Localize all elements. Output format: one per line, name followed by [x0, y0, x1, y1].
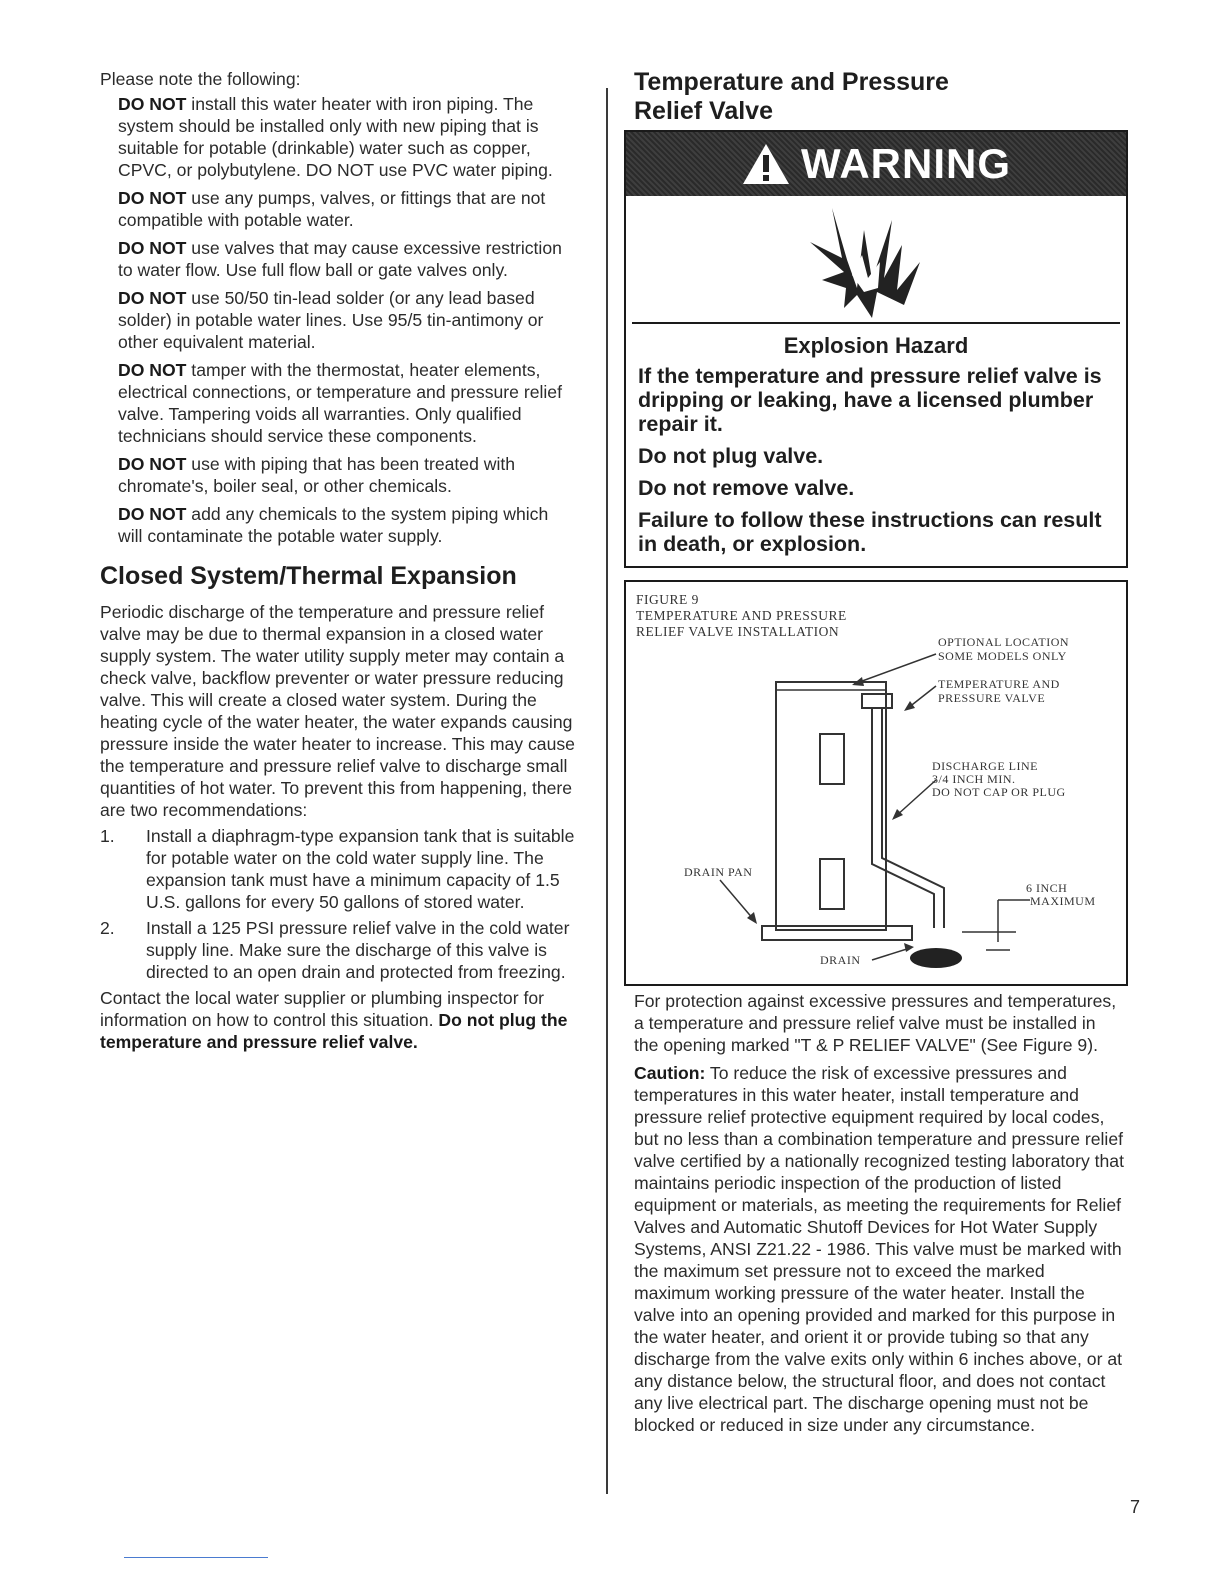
section-title: Closed System/Thermal Expansion — [100, 562, 517, 590]
caution-text: To reduce the risk of excessive pressures and temperatures in this water heater, install temperature and pressure relief protective equipment required by local codes, but no less than a combination temperature and pressure relief valve certified by a nationally recognized testing laboratory that maintains periodic inspection of the production of listed equipment or materials, as meeting the requirements for Relief Valves and Automatic Shutoff Devices for Hot Water Supply Systems, ANSI Z21.22 - 1986. This valve must be marked with the maximum set pressure not to exceed the marked maximum working pressure of the water heater. Install the valve into an opening provided and marked for this purpose in the water heater, and orient it or provide tubing so that any discharge from the valve exits only within 6 inches above, or at any distance below, the structural floor, and does not contact any live electrical part. The discharge opening must not be blocked or reduced in size under any circumstance. — [634, 1063, 1124, 1435]
section-paragraph: Periodic discharge of the temperature and pressure relief valve may be due to thermal expansion in a closed water supply system. The water utility supply meter may contain a check valve, backflow preventer or water pressure reducing valve. This will create a closed water system. During the heating cycle of the water heater, the water expands causing pressure inside the water heater to increase. This may cause the temperature and pressure relief valve to discharge small quantities of hot water. To prevent this from happening, there are two recommendations: — [100, 602, 575, 820]
note-item — [118, 287, 576, 353]
column-divider — [606, 88, 608, 1494]
label-pressure-valve: PRESSURE VALVE — [938, 691, 1046, 705]
intro-text: Please note the following: — [100, 69, 301, 89]
right-column-header — [624, 68, 1128, 126]
label-discharge-line: DISCHARGE LINE — [932, 759, 1038, 773]
note-item — [118, 359, 576, 447]
note-item — [118, 187, 576, 231]
left-column — [100, 68, 576, 1057]
note-text: use with piping that has been treated with chromate's, boiler seal, or other chemicals. — [118, 454, 516, 496]
right-body-text — [634, 990, 1124, 1436]
figure-caption-number: FIGURE 9 — [636, 592, 699, 607]
list-text: Install a diaphragm-type expansion tank that is suitable for potable water on the cold water supply line. The expansion tank must have a minimum capacity of 1.5 U.S. gallons for every 50 gallons of stored water. — [146, 826, 575, 912]
note-text: use any pumps, valves, or fittings that are not compatible with potable water. — [118, 188, 546, 230]
explosion-illustration — [632, 196, 1120, 324]
note-text: add any chemicals to the system piping which will contaminate the potable water supply. — [118, 504, 549, 546]
list-item — [100, 825, 576, 913]
label-drain-pan: DRAIN PAN — [684, 865, 753, 879]
note-lead: DO NOT — [118, 360, 187, 380]
right-title-line-1: Temperature and Pressure — [634, 68, 949, 96]
caution-label: Caution: — [634, 1063, 706, 1083]
label-drain: DRAIN — [820, 953, 861, 967]
warning-triangle-icon — [741, 142, 791, 186]
hazard-title: Explosion Hazard — [783, 333, 969, 358]
list-number: 2. — [100, 918, 115, 938]
closing-text: Contact the local water supplier or plumbing inspector for information on how to control this situation. — [100, 988, 544, 1030]
note-lead: DO NOT — [118, 454, 187, 474]
figure-caption-title-1: TEMPERATURE AND PRESSURE — [636, 608, 847, 623]
warning-line: Do not plug valve. — [638, 444, 824, 468]
note-text: use 50/50 tin-lead solder (or any lead based solder) in potable water lines. Use 95/5 tin-antimony or other equivalent material. — [118, 288, 544, 352]
note-text: use valves that may cause excessive restriction to water flow. Use full flow ball or gate valves only. — [118, 238, 562, 280]
note-lead: DO NOT — [118, 504, 187, 524]
note-item — [118, 93, 576, 181]
note-lead: DO NOT — [118, 188, 187, 208]
closing-bold-text: Do not plug the temperature and pressure relief valve. — [100, 1010, 568, 1052]
page-number: 7 — [1130, 1497, 1141, 1517]
note-text: tamper with the thermostat, heater elements, electrical connections, or temperature and pressure relief valve. Tampering voids all warranties. Only qualified technicians should service these components. — [118, 360, 562, 446]
note-item — [118, 237, 576, 281]
label-six-inch: 6 INCH — [1026, 881, 1068, 895]
warning-box — [624, 130, 1128, 568]
note-lead: DO NOT — [118, 288, 187, 308]
caution-paragraph — [634, 1062, 1124, 1436]
note-lead: DO NOT — [118, 238, 187, 258]
note-text: install this water heater with iron piping. The system should be installed only with new piping that is suitable for potable (drinkable) water such as copper, CPVC, or polybutylene. DO NOT use PVC water piping. — [118, 94, 553, 180]
closing-paragraph — [100, 987, 576, 1053]
label-some-models: SOME MODELS ONLY — [938, 649, 1067, 663]
warning-banner — [626, 132, 1126, 196]
right-title-line-2: Relief Valve — [634, 97, 773, 125]
warning-line: Do not remove valve. — [638, 476, 855, 500]
note-item — [118, 503, 576, 547]
label-maximum: MAXIMUM — [1030, 894, 1096, 908]
note-lead: DO NOT — [118, 94, 187, 114]
note-item — [118, 453, 576, 497]
figure-9 — [624, 580, 1128, 986]
list-text: Install a 125 PSI pressure relief valve in the cold water supply line. Make sure the discharge of this valve is directed to an open drain and protected from freezing. — [146, 918, 570, 982]
list-number: 1. — [100, 826, 115, 846]
footer-rule — [124, 1557, 268, 1558]
label-optional-location: OPTIONAL LOCATION — [938, 635, 1070, 649]
warning-line: If the temperature and pressure relief valve is dripping or leaking, have a licensed plumber repair it. — [638, 364, 1102, 436]
warning-word: WARNING — [801, 140, 1011, 187]
list-item — [100, 917, 576, 983]
warning-line: Failure to follow these instructions can result in death, or explosion. — [638, 508, 1102, 556]
label-temperature-and: TEMPERATURE AND — [938, 677, 1060, 691]
protection-paragraph: For protection against excessive pressures and temperatures, a temperature and pressure relief valve must be installed in the opening marked "T & P RELIEF VALVE" (See Figure 9). — [634, 991, 1117, 1055]
label-do-not-cap: DO NOT CAP OR PLUG — [932, 785, 1066, 799]
label-discharge-min: 3/4 INCH MIN. — [932, 772, 1016, 786]
figure-caption-title-2: RELIEF VALVE INSTALLATION — [636, 624, 840, 639]
explosion-icon — [802, 200, 932, 320]
